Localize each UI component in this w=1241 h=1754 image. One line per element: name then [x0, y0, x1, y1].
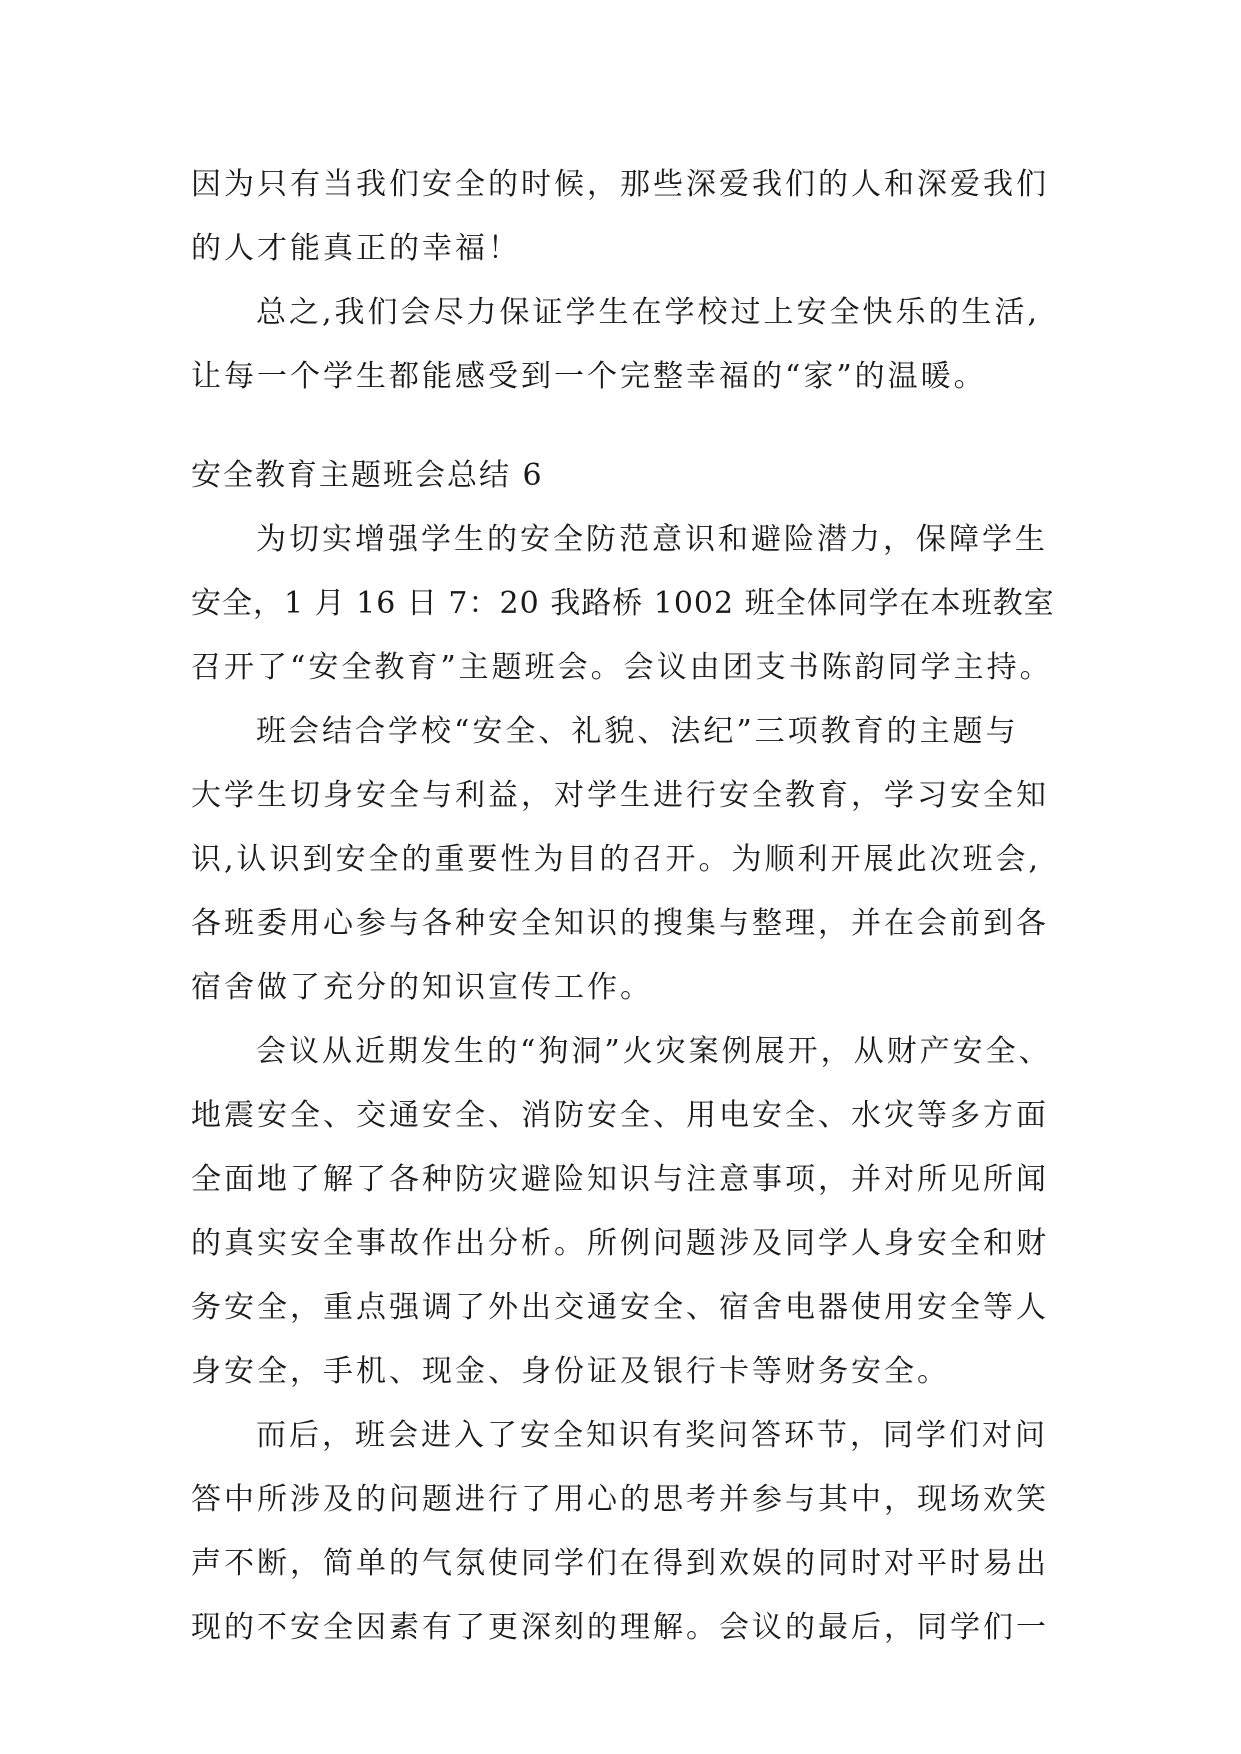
text-line-13: 宿舍做了充分的知识宣传工作。 — [191, 970, 653, 1005]
paragraph-start-purpose: 班会结合学校“安全、礼貌、法纪”三项教育的主题与 — [256, 714, 1019, 749]
text-line-22: 声不断，简单的气氛使同学们在得到欢娱的同时对平时易出 — [191, 1546, 1049, 1581]
paragraph-start-quiz: 而后，班会进入了安全知识有奖问答环节，同学们对问 — [256, 1418, 1048, 1453]
text-line-8: 召开了“安全教育”主题班会。会议由团支书陈韵同学主持。 — [191, 650, 1053, 685]
text-line-2: 的人才能真正的幸福！ — [191, 231, 521, 266]
text-line-23: 现的不安全因素有了更深刻的理解。会议的最后，同学们一 — [191, 1610, 1049, 1645]
text-line-18: 务安全，重点强调了外出交通安全、宿舍电器使用安全等人 — [191, 1290, 1049, 1325]
text-line-11: 识,认识到安全的重要性为目的召开。为顺利开展此次班会, — [191, 842, 1042, 877]
paragraph-start-conclusion: 总之,我们会尽力保证学生在学校过上安全快乐的生活, — [256, 295, 1041, 330]
text-line-1: 因为只有当我们安全的时候，那些深爱我们的人和深爱我们 — [191, 167, 1049, 202]
text-line-21: 答中所涉及的问题进行了用心的思考并参与其中，现场欢笑 — [191, 1482, 1049, 1517]
text-line-10: 大学生切身安全与利益，对学生进行安全教育，学习安全知 — [191, 778, 1049, 813]
text-line-16: 全面地了解了各种防灾避险知识与注意事项，并对所见所闻 — [191, 1162, 1049, 1197]
paragraph-start-intro: 为切实增强学生的安全防范意识和避险潜力，保障学生 — [256, 522, 1048, 557]
section-heading: 安全教育主题班会总结 6 — [191, 458, 544, 493]
text-line-12: 各班委用心参与各种安全知识的搜集与整理，并在会前到各 — [191, 906, 1049, 941]
text-line-7: 安全，1 月 16 日 7：20 我路桥 1002 班全体同学在本班教室 — [191, 586, 1055, 621]
text-line-4: 让每一个学生都能感受到一个完整幸福的“家”的温暖。 — [191, 359, 987, 394]
text-line-19: 身安全，手机、现金、身份证及银行卡等财务安全。 — [191, 1354, 950, 1389]
text-line-15: 地震安全、交通安全、消防安全、用电安全、水灾等多方面 — [191, 1098, 1049, 1133]
paragraph-start-content: 会议从近期发生的“狗洞”火灾案例展开，从财产安全、 — [256, 1034, 1052, 1069]
text-line-17: 的真实安全事故作出分析。所例问题涉及同学人身安全和财 — [191, 1226, 1049, 1261]
